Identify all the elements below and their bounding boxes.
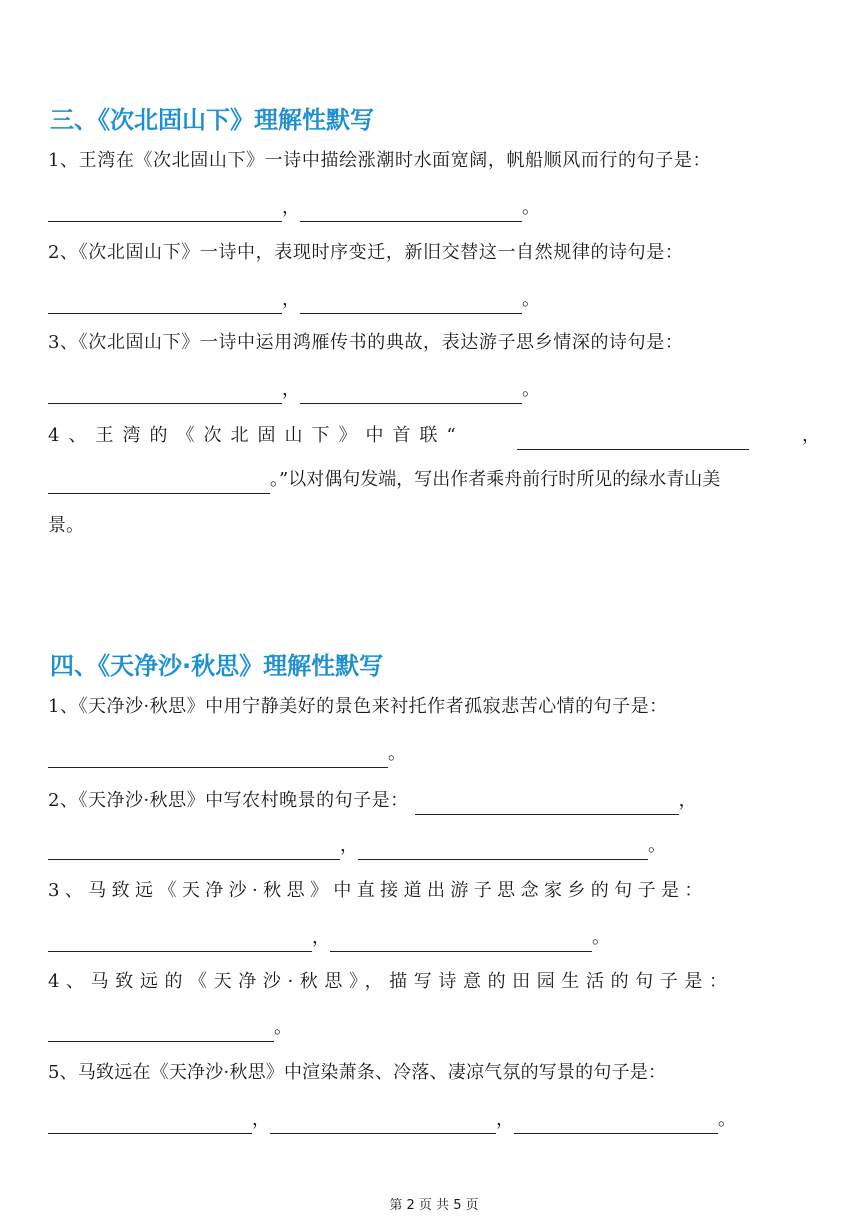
- period: 。: [718, 1109, 736, 1130]
- period: 。: [274, 1017, 292, 1038]
- answer-row-3-2: [48, 286, 540, 314]
- section-4-question-5: 5、马致远在《天净沙·秋思》中渲染萧条、冷落、凄凉气氛的写景的句子是：: [48, 1062, 667, 1083]
- answer-blank[interactable]: [48, 477, 270, 494]
- answer-blank[interactable]: [48, 843, 340, 860]
- answer-blank[interactable]: [415, 798, 679, 815]
- answer-blank[interactable]: [358, 843, 648, 860]
- comma: ，: [282, 379, 300, 400]
- section-3-heading: 三、《次北固山下》理解性默写: [50, 106, 374, 134]
- section-4-question-3: 3、马致远《天净沙·秋思》中直接道出游子思念家乡的句子是：: [48, 880, 708, 901]
- section-3-question-4-line-3: 景。: [48, 515, 84, 536]
- answer-blank[interactable]: [514, 1117, 718, 1134]
- page-footer: 第 2 页 共 5 页: [389, 1198, 479, 1213]
- period: 。: [592, 927, 610, 948]
- answer-blank[interactable]: [48, 935, 312, 952]
- answer-blank[interactable]: [48, 751, 388, 768]
- period: 。: [522, 379, 540, 400]
- answer-blank[interactable]: [517, 433, 749, 450]
- section-3-question-1: 1、王湾在《次北固山下》一诗中描绘涨潮时水面宽阔，帆船顺风而行的句子是：: [48, 150, 712, 171]
- answer-blank[interactable]: [330, 935, 592, 952]
- comma: ，: [340, 835, 358, 856]
- section-3-question-3: 3、《次北固山下》一诗中运用鸿雁传书的典故，表达游子思乡情深的诗句是：: [48, 332, 684, 353]
- answer-row-4-1: [48, 740, 406, 768]
- comma: ，: [312, 927, 330, 948]
- answer-row-4-5: [48, 1106, 736, 1134]
- period: 。: [522, 289, 540, 310]
- comma: ，: [802, 425, 820, 446]
- section-4-question-2-line-1: [48, 787, 820, 815]
- period: 。: [648, 835, 666, 856]
- answer-blank[interactable]: [48, 1117, 252, 1134]
- comma: ，: [496, 1109, 514, 1130]
- answer-blank[interactable]: [48, 1025, 274, 1042]
- comma: ，: [678, 790, 697, 811]
- answer-blank[interactable]: [300, 205, 522, 222]
- answer-row-4-2: [48, 832, 666, 860]
- answer-blank[interactable]: [48, 297, 282, 314]
- answer-blank[interactable]: [300, 297, 522, 314]
- period: 。: [522, 197, 540, 218]
- answer-row-4-3: [48, 924, 610, 952]
- answer-row-3-1: [48, 194, 540, 222]
- section-3-question-4-line-2: [48, 466, 720, 494]
- section-4-question-1: 1、《天净沙·秋思》中用宁静美好的景色来衬托作者孤寂悲苦心情的句子是：: [48, 696, 668, 717]
- section-3-question-2: 2、《次北固山下》一诗中，表现时序变迁，新旧交替这一自然规律的诗句是：: [48, 242, 684, 263]
- answer-blank[interactable]: [48, 205, 282, 222]
- section-4-question-4: 4、马致远的《天净沙·秋思》，描写诗意的田园生活的句子是：: [48, 971, 734, 992]
- question-text: 2、《天净沙·秋思》中写农村晚景的句子是：: [48, 790, 409, 811]
- answer-blank[interactable]: [300, 387, 522, 404]
- section-4-heading: 四、《天净沙·秋思》理解性默写: [50, 652, 384, 680]
- answer-row-4-4: [48, 1014, 292, 1042]
- comma: ，: [282, 197, 300, 218]
- section-3-question-4-line-1: [48, 422, 820, 450]
- comma: ，: [252, 1109, 270, 1130]
- question-text: 。”以对偶句发端，写出作者乘舟前行时所见的绿水青山美: [270, 469, 721, 490]
- period: 。: [388, 743, 406, 764]
- question-text: 4、王湾的《次北固山下》中首联“: [48, 425, 465, 446]
- comma: ，: [282, 289, 300, 310]
- answer-blank[interactable]: [270, 1117, 496, 1134]
- answer-blank[interactable]: [48, 387, 282, 404]
- answer-row-3-3: [48, 376, 540, 404]
